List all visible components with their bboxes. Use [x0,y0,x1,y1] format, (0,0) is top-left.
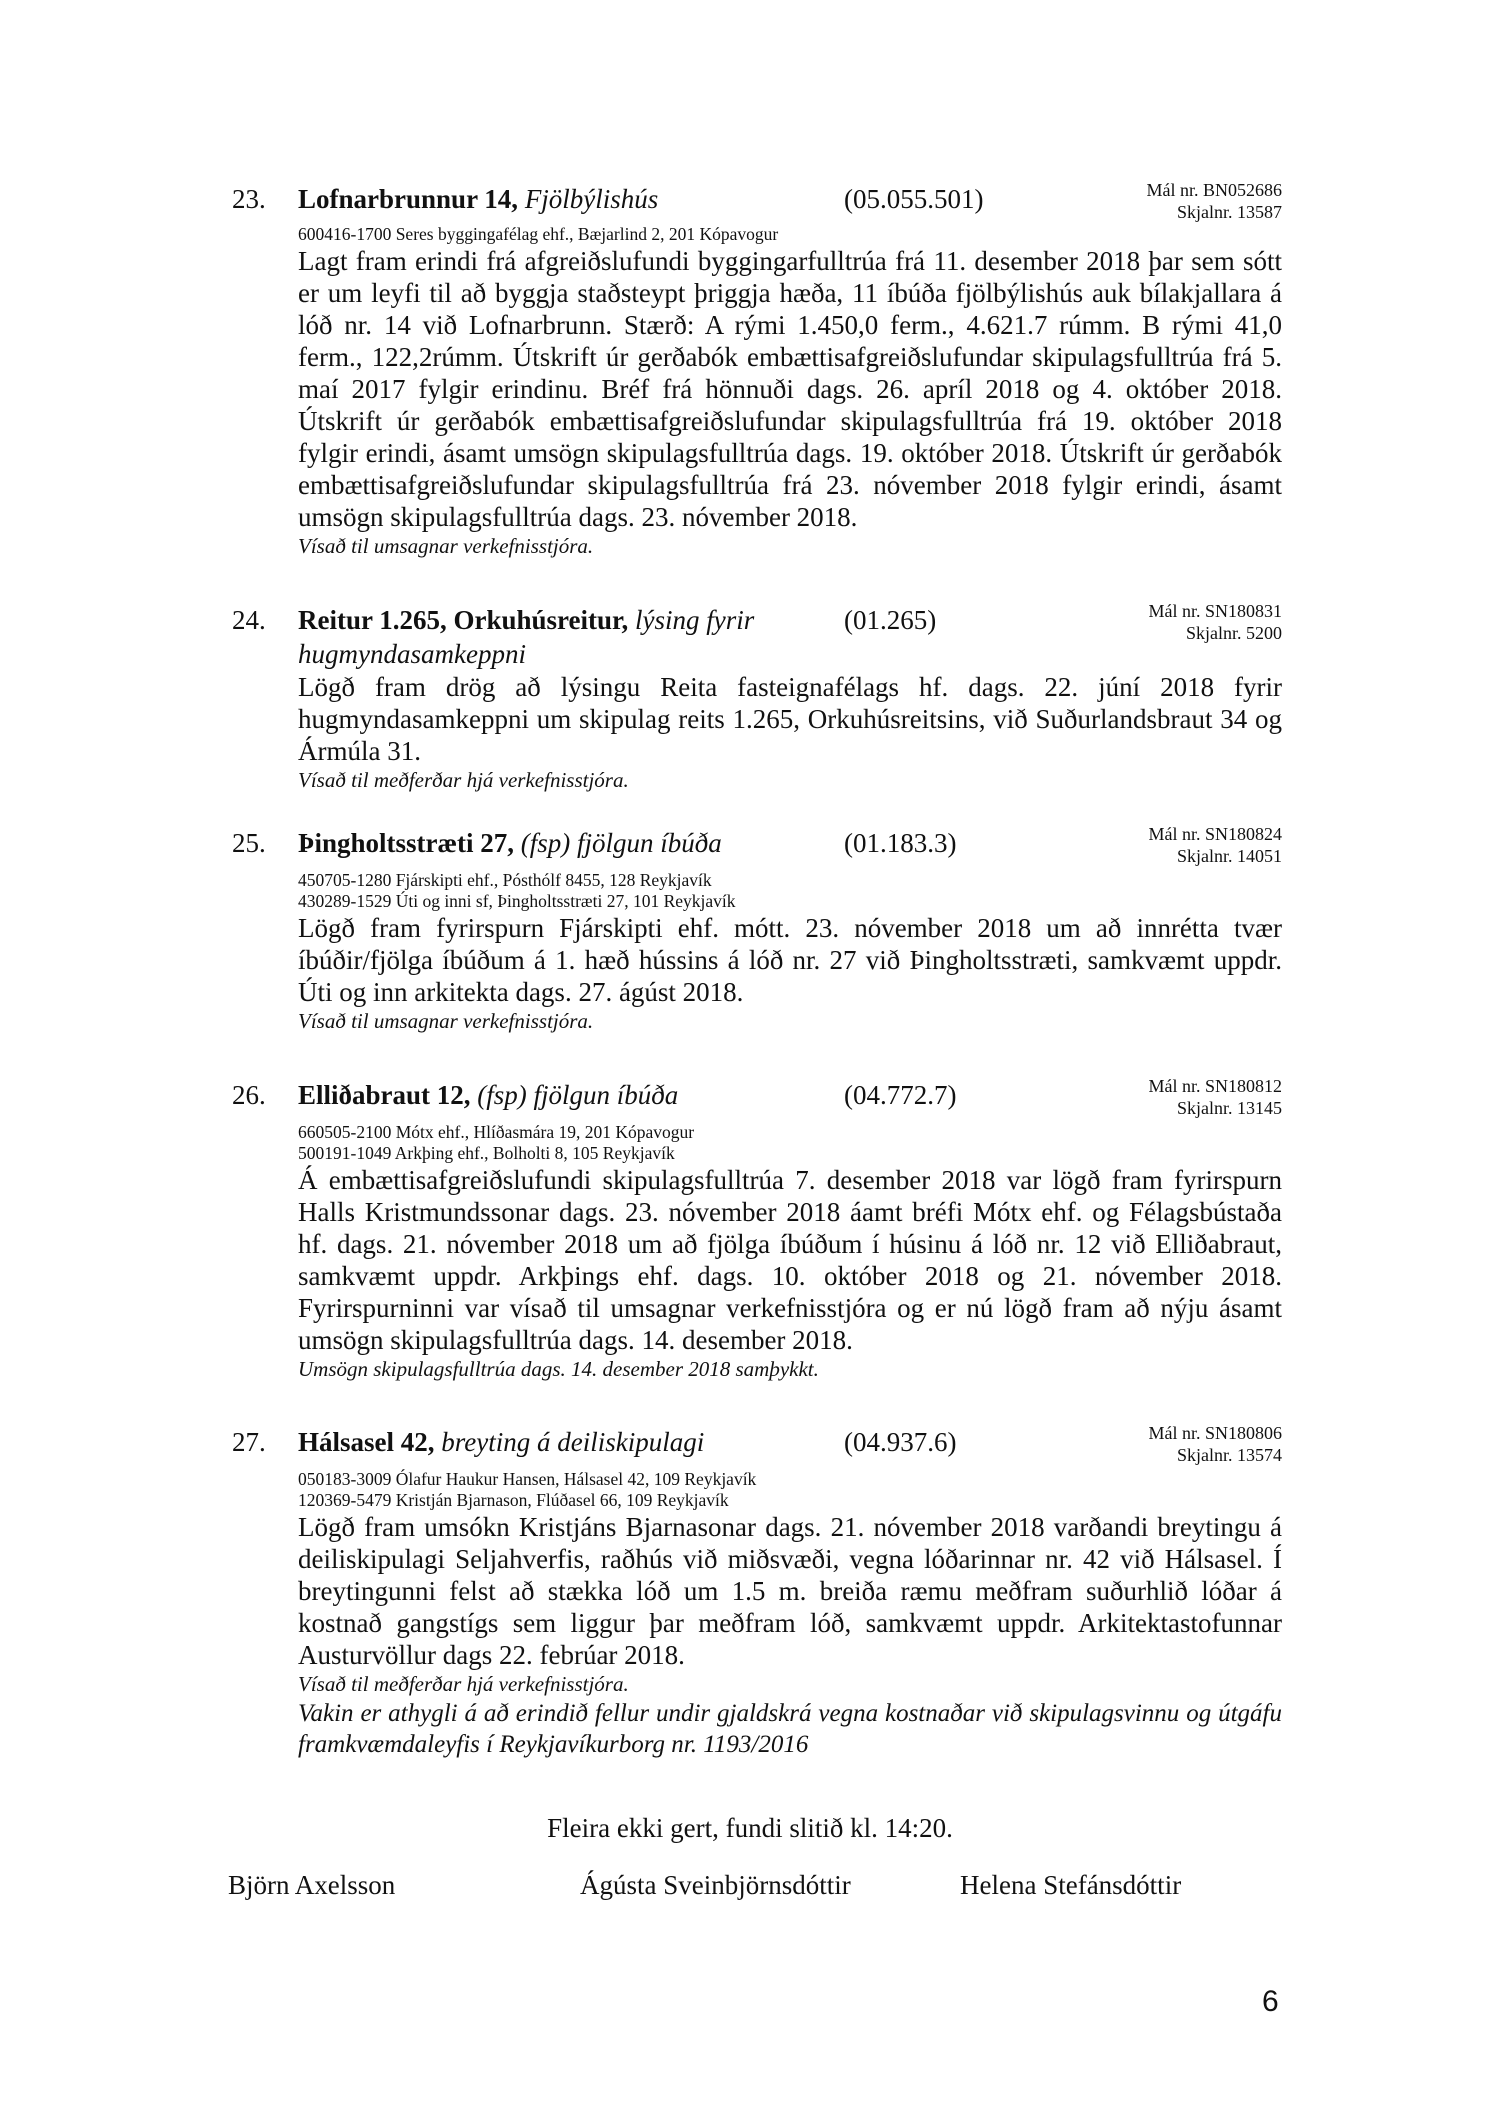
skjalnr: Skjalnr. 13574 [1176,1445,1282,1465]
skjalnr: Skjalnr. 13587 [1176,202,1282,222]
mal-nr: Mál nr. SN180806 [1148,1423,1282,1443]
case-reference [1148,600,1282,644]
skjalnr: Skjalnr. 13145 [1176,1098,1282,1118]
signature-name: Björn Axelsson [228,1870,396,1900]
page-number: 6 [1262,1985,1279,2018]
item-header [232,180,1282,222]
item-number: 23. [232,184,266,214]
item-decision: Umsögn skipulagsfulltrúa dags. 14. desember 2018 samþykkt. [298,1357,819,1381]
item-body: Lagt fram erindi frá afgreiðslufundi byggingarfulltrúa frá 11. desember 2018 þar sem sótt er um leyfi til að byggja staðsteypt þriggja hæða, 11 íbúða fjölbýlishús auk bílakjallara á lóð nr. 14 við Lofnarbrunn. Stærð: A rými 1.450,0 ferm., 4.621.7 rúmm. B rými 41,0 ferm., 122,2rúmm. Útskrift úr gerðabók embættisafgreiðslufundar skipulagsfulltrúa frá 5. maí 2017 fylgir erindinu. Bréf frá hönnuði dags. 26. apríl 2018 og 4. október 2018. Útskrift úr gerðabók embættisafgreiðslufundar skipulagsfulltrúa frá 19. október 2018 fylgir erindi, ásamt umsögn skipulagsfulltrúa dags. 19. október 2018. Útskrift úr gerðabók embættisafgreiðslufundar skipulagsfulltrúa frá 23. nóvember 2018 fylgir erindi, ásamt umsögn skipulagsfulltrúa dags. 23. nóvember 2018. [298,246,1282,532]
agenda-item-25 [232,826,1282,1035]
item-body: Á embættisafgreiðslufundi skipulagsfulltrúa 7. desember 2018 var lögð fram fyrirspurn Halls Kristmundssonar dags. 23. nóvember 2018 áamt bréfi Mótx ehf. og Félagsbústaða hf. dags. 21. nóvember 2018 um að fjölga íbúðum í húsinu á lóð nr. 12 við Elliðabraut, samkvæmt uppdr. Arkþings ehf. dags. 10. október 2018 og 21. nóvember 2018. Fyrirspurninni var vísað til umsagnar verkefnisstjóra og er nú lögð fram að nýju ásamt umsögn skipulagsfulltrúa dags. 14. desember 2018. [298,1165,1282,1355]
party-line: 120369-5479 Kristján Bjarnason, Flúðasel 66, 109 Reykjavík [298,1490,729,1510]
item-title-bold: Lofnarbrunnur 14, [298,184,519,214]
item-title-italic: Fjölbýlishús [524,184,659,214]
item-decision: Vísað til meðferðar hjá verkefnisstjóra. [298,768,629,792]
item-title-bold: Reitur 1.265, Orkuhúsreitur, [298,605,629,635]
item-body: Lögð fram drög að lýsingu Reita fasteignafélags hf. dags. 22. júní 2018 fyrir hugmyndasamkeppni um skipulag reits 1.265, Orkuhúsreitsins, við Suðurlandsbraut 34 og Ármúla 31. [298,672,1282,766]
item-header [232,603,1282,671]
case-reference [1146,179,1282,223]
item-title-italic: lýsing fyrir hugmyndasamkeppni [298,605,755,669]
skjalnr: Skjalnr. 5200 [1185,623,1282,643]
item-title [298,1078,838,1112]
agenda-item-23 [232,182,1282,560]
item-number: 24. [232,605,266,635]
party-line: 050183-3009 Ólafur Haukur Hansen, Hálsasel 42, 109 Reykjavík [298,1469,757,1489]
item-title-italic: (fsp) fjölgun íbúða [477,1080,679,1110]
mal-nr: Mál nr. SN180812 [1148,1076,1282,1096]
case-reference [1148,1075,1282,1119]
item-remark: Vakin er athygli á að erindið fellur undir gjaldskrá vegna kostnaðar við skipulagsvinnu og útgáfu framkvæmdaleyfis í Reykjavíkurborg nr. 1193/2016 [298,1700,1282,1758]
item-title [298,182,838,216]
item-code: (04.772.7) [844,1080,957,1110]
item-parties [298,224,1282,245]
item-body: Lögð fram fyrirspurn Fjárskipti ehf. mótt. 23. nóvember 2018 um að innrétta tvær íbúðir/fjölga íbúðum á 1. hæð hússins á lóð nr. 27 við Þingholtsstræti, samkvæmt uppdr. Úti og inn arkitekta dags. 27. ágúst 2018. [298,913,1282,1007]
item-number: 25. [232,828,266,858]
item-title [298,1425,838,1459]
party-line: 660505-2100 Mótx ehf., Hlíðasmára 19, 201 Kópavogur [298,1122,695,1142]
agenda-item-24 [232,603,1282,794]
item-decision: Vísað til umsagnar verkefnisstjóra. [298,1009,594,1033]
item-title-bold: Elliðabraut 12, [298,1080,471,1110]
item-header [232,1423,1282,1465]
item-header [232,824,1282,866]
item-code: (01.183.3) [844,828,957,858]
case-reference [1148,1422,1282,1466]
mal-nr: Mál nr. SN180824 [1148,824,1282,844]
item-number: 26. [232,1080,266,1110]
agenda-item-27 [232,1425,1282,1760]
item-decision: Vísað til umsagnar verkefnisstjóra. [298,534,594,558]
item-parties [298,870,1282,912]
item-code: (05.055.501) [844,184,984,214]
item-title [298,826,838,860]
item-title-bold: Þingholtsstræti 27, [298,828,514,858]
item-parties [298,1469,1282,1511]
party-line: 450705-1280 Fjárskipti ehf., Pósthólf 8455, 128 Reykjavík [298,870,712,890]
skjalnr: Skjalnr. 14051 [1176,846,1282,866]
item-body: Lögð fram umsókn Kristjáns Bjarnasonar dags. 21. nóvember 2018 varðandi breytingu á deiliskipulagi Seljahverfis, raðhús við miðsvæði, vegna lóðarinnar nr. 42 við Hálsasel. Í breytingunni felst að stækka lóð um 1.5 m. breiða ræmu meðfram suðurhlið lóðar á kostnað gangstígs sem liggur þar meðfram lóð, samkvæmt uppdr. Arkitektastofunnar Austurvöllur dags 22. febrúar 2018. [298,1512,1282,1670]
mal-nr: Mál nr. BN052686 [1146,180,1282,200]
closing-statement: Fleira ekki gert, fundi slitið kl. 14:20. [547,1813,953,1843]
item-code: (01.265) [844,605,937,635]
case-reference [1148,823,1282,867]
item-title [298,603,798,671]
party-line: 600416-1700 Seres byggingafélag ehf., Bæjarlind 2, 201 Kópavogur [298,224,779,244]
party-line: 500191-1049 Arkþing ehf., Bolholti 8, 105 Reykjavík [298,1143,675,1163]
party-line: 430289-1529 Úti og inni sf, Þingholtsstræti 27, 101 Reykjavík [298,891,736,911]
item-code: (04.937.6) [844,1427,957,1457]
item-parties [298,1122,1282,1164]
item-title-italic: (fsp) fjölgun íbúða [520,828,722,858]
item-header [232,1076,1282,1118]
item-decision: Vísað til meðferðar hjá verkefnisstjóra. [298,1672,629,1696]
item-title-italic: breyting á deiliskipulagi [441,1427,705,1457]
item-number: 27. [232,1427,266,1457]
mal-nr: Mál nr. SN180831 [1148,601,1282,621]
signature-name: Ágústa Sveinbjörnsdóttir [580,1870,851,1900]
agenda-item-26 [232,1078,1282,1383]
signature-name: Helena Stefánsdóttir [960,1870,1182,1900]
item-title-bold: Hálsasel 42, [298,1427,435,1457]
